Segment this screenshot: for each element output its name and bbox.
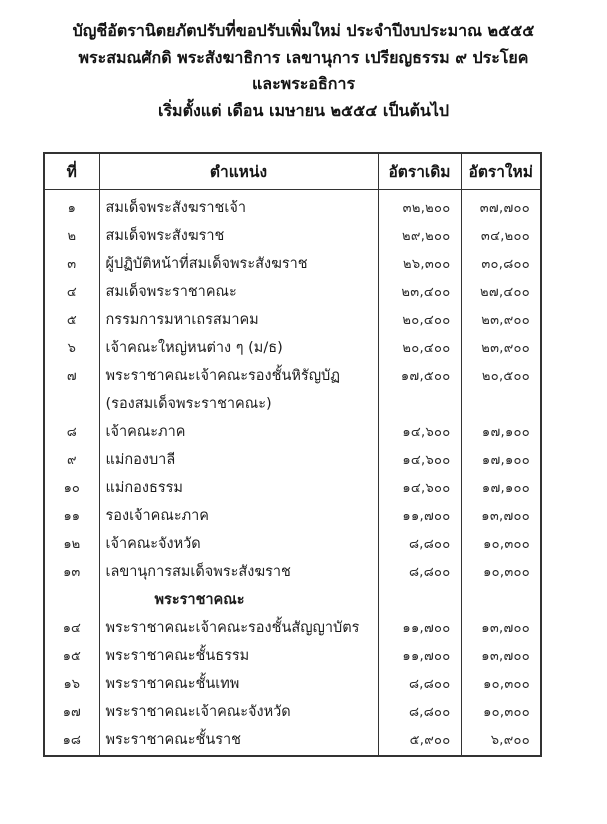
- row-position: แม่กองธรรม: [99, 473, 378, 501]
- row-new-rate: ๓๔,๒๐๐: [461, 221, 541, 249]
- row-position: เจ้าคณะจังหวัด: [99, 529, 378, 557]
- row-new-rate: ๖,๙๐๐: [461, 725, 541, 756]
- document-title: [0, 18, 607, 124]
- table-row: [44, 501, 541, 529]
- row-old-rate: ๒๐,๔๐๐: [378, 333, 461, 361]
- table-row: [44, 529, 541, 557]
- row-old-rate: ๒๙,๒๐๐: [378, 221, 461, 249]
- row-old-rate: ๑๑,๗๐๐: [378, 501, 461, 529]
- row-no: ๔: [44, 277, 99, 305]
- header-position: ตำแหน่ง: [99, 153, 378, 190]
- table-row: [44, 725, 541, 756]
- row-no: ๖: [44, 333, 99, 361]
- row-new-rate: ๑๗,๑๐๐: [461, 473, 541, 501]
- row-old-rate: ๘,๘๐๐: [378, 697, 461, 725]
- row-no: ๑๖: [44, 669, 99, 697]
- row-old-rate: ๑๔,๖๐๐: [378, 445, 461, 473]
- row-old-rate: ๘,๘๐๐: [378, 669, 461, 697]
- header-new-rate: อัตราใหม่: [461, 153, 541, 190]
- row-position: สมเด็จพระสังฆราชเจ้า: [99, 190, 378, 222]
- title-line-3: และพระอธิการ: [251, 74, 356, 93]
- row-position: พระราชาคณะชั้นราช: [99, 725, 378, 756]
- section-header: พระราชาคณะ: [99, 585, 378, 613]
- table-row: [44, 613, 541, 641]
- row-new-rate: ๑๓,๗๐๐: [461, 501, 541, 529]
- header-old-rate: อัตราเดิม: [378, 153, 461, 190]
- row-position: พระราชาคณะชั้นเทพ: [99, 669, 378, 697]
- section-old-empty: [378, 585, 461, 613]
- row-position: เจ้าคณะใหญ่หนต่าง ๆ (ม/ธ): [99, 333, 378, 361]
- row-no: ๒: [44, 221, 99, 249]
- row-no: ๑: [44, 190, 99, 222]
- row-old-rate: ๑๑,๗๐๐: [378, 613, 461, 641]
- row-old-rate: ๘,๘๐๐: [378, 557, 461, 585]
- row-position: ผู้ปฏิบัติหน้าที่สมเด็จพระสังฆราช: [99, 249, 378, 277]
- row-old-rate: ๒๓,๔๐๐: [378, 277, 461, 305]
- table-row: [44, 445, 541, 473]
- row-position: สมเด็จพระราชาคณะ: [99, 277, 378, 305]
- row-position: เลขานุการสมเด็จพระสังฆราช: [99, 557, 378, 585]
- table-row-continuation: [44, 389, 541, 417]
- row-old-rate: ๑๗,๕๐๐: [378, 361, 461, 389]
- row-no: ๑๘: [44, 725, 99, 756]
- rate-table: [43, 152, 542, 757]
- row-no: ๕: [44, 305, 99, 333]
- row-no: ๙: [44, 445, 99, 473]
- table-header-row: [44, 153, 541, 190]
- row-new-rate-empty: [461, 389, 541, 417]
- table-row: [44, 473, 541, 501]
- row-position: รองเจ้าคณะภาค: [99, 501, 378, 529]
- row-old-rate: ๑๔,๖๐๐: [378, 417, 461, 445]
- table-row: [44, 333, 541, 361]
- table-row: [44, 277, 541, 305]
- row-position: พระราชาคณะเจ้าคณะรองชั้นหิรัญบัฏ: [99, 361, 378, 389]
- table-row: [44, 669, 541, 697]
- row-new-rate: ๓๐,๘๐๐: [461, 249, 541, 277]
- row-new-rate: ๓๗,๗๐๐: [461, 190, 541, 222]
- row-new-rate: ๒๓,๙๐๐: [461, 333, 541, 361]
- row-old-rate: ๒๐,๔๐๐: [378, 305, 461, 333]
- row-position-line2: (รองสมเด็จพระราชาคณะ): [99, 389, 378, 417]
- row-position: แม่กองบาลี: [99, 445, 378, 473]
- row-no: ๑๑: [44, 501, 99, 529]
- table-row: [44, 221, 541, 249]
- row-new-rate: ๑๐,๓๐๐: [461, 697, 541, 725]
- row-position: พระราชาคณะเจ้าคณะจังหวัด: [99, 697, 378, 725]
- row-position: กรรมการมหาเถรสมาคม: [99, 305, 378, 333]
- row-old-rate: ๑๔,๖๐๐: [378, 473, 461, 501]
- row-no: ๑๓: [44, 557, 99, 585]
- row-old-rate: ๒๖,๓๐๐: [378, 249, 461, 277]
- row-new-rate: ๒๗,๔๐๐: [461, 277, 541, 305]
- table-row: [44, 697, 541, 725]
- section-header-row: [44, 585, 541, 613]
- row-no: ๓: [44, 249, 99, 277]
- title-line-4: เริ่มตั้งแต่ เดือน เมษายน ๒๕๕๔ เป็นต้นไป: [157, 100, 450, 120]
- row-no: ๑๒: [44, 529, 99, 557]
- row-old-rate: ๕,๙๐๐: [378, 725, 461, 756]
- section-no-empty: [44, 585, 99, 613]
- row-new-rate: ๑๓,๗๐๐: [461, 641, 541, 669]
- row-new-rate: ๑๓,๗๐๐: [461, 613, 541, 641]
- row-position: พระราชาคณะชั้นธรรม: [99, 641, 378, 669]
- table-row: [44, 641, 541, 669]
- row-new-rate: ๒๓,๙๐๐: [461, 305, 541, 333]
- title-line-2: พระสมณศักดิ พระสังฆาธิการ เลขานุการ เปรียญธรรม ๙ ประโยค: [78, 47, 529, 67]
- row-new-rate: ๑๗,๑๐๐: [461, 417, 541, 445]
- row-old-rate: ๓๒,๒๐๐: [378, 190, 461, 222]
- row-no: ๑๔: [44, 613, 99, 641]
- row-new-rate: ๑๐,๓๐๐: [461, 669, 541, 697]
- row-position: พระราชาคณะเจ้าคณะรองชั้นสัญญาบัตร: [99, 613, 378, 641]
- table-row: [44, 190, 541, 222]
- row-position: สมเด็จพระสังฆราช: [99, 221, 378, 249]
- title-line-1: บัญชีอัตรานิตยภัตปรับที่ขอปรับเพิ่มใหม่ ประจำปีงบประมาณ ๒๕๕๕: [72, 21, 535, 40]
- row-old-rate-empty: [378, 389, 461, 417]
- table-row: [44, 557, 541, 585]
- row-new-rate: ๒๐,๕๐๐: [461, 361, 541, 389]
- row-no: ๘: [44, 417, 99, 445]
- table-row: [44, 305, 541, 333]
- row-no: ๑๗: [44, 697, 99, 725]
- row-no-empty: [44, 389, 99, 417]
- row-position: เจ้าคณะภาค: [99, 417, 378, 445]
- row-no: ๑๐: [44, 473, 99, 501]
- row-no: ๗: [44, 361, 99, 389]
- row-new-rate: ๑๐,๓๐๐: [461, 529, 541, 557]
- table-row: [44, 417, 541, 445]
- row-new-rate: ๑๐,๓๐๐: [461, 557, 541, 585]
- table-row: [44, 249, 541, 277]
- row-new-rate: ๑๗,๑๐๐: [461, 445, 541, 473]
- table-row: [44, 361, 541, 389]
- row-old-rate: ๘,๘๐๐: [378, 529, 461, 557]
- row-no: ๑๕: [44, 641, 99, 669]
- header-no: ที่: [44, 153, 99, 190]
- row-old-rate: ๑๑,๗๐๐: [378, 641, 461, 669]
- section-new-empty: [461, 585, 541, 613]
